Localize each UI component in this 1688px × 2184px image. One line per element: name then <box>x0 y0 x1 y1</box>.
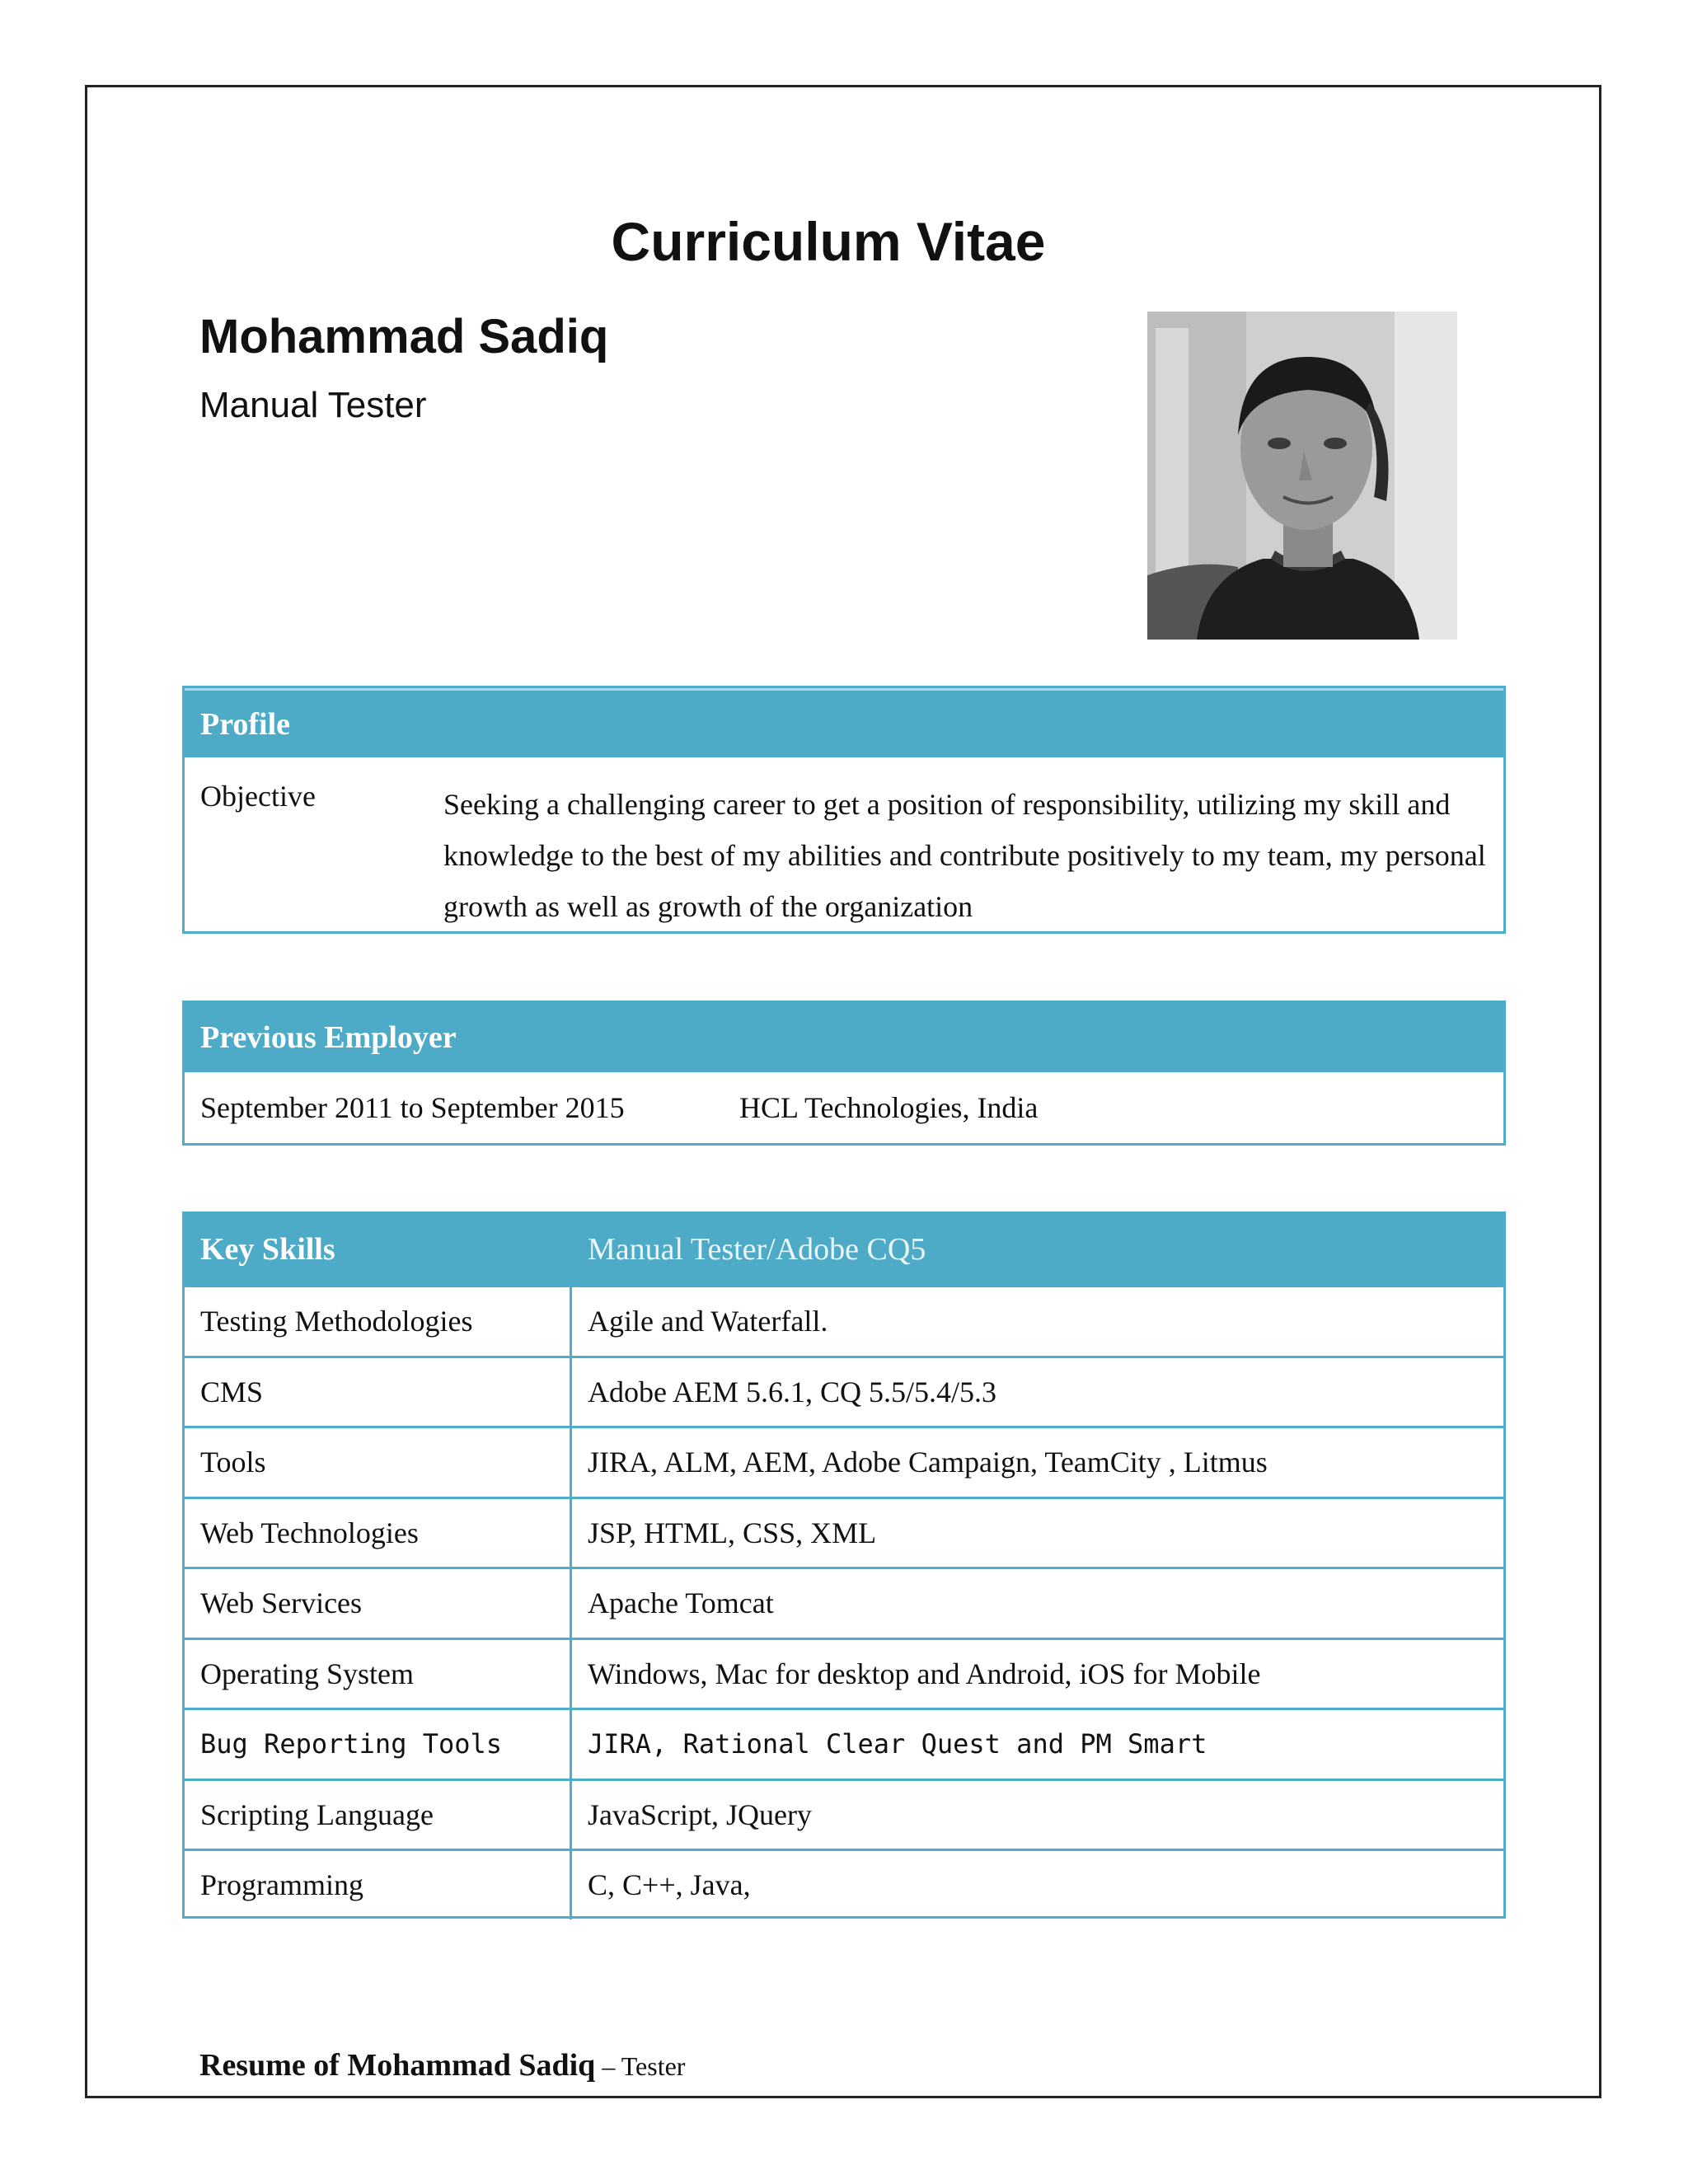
skill-label: Web Services <box>185 1569 572 1638</box>
skill-value: Apache Tomcat <box>588 1586 774 1620</box>
table-row <box>185 1285 1503 1356</box>
skills-table <box>182 1212 1506 1919</box>
skill-value: JIRA, Rational Clear Quest and PM Smart <box>588 1728 1207 1760</box>
skill-value: C, C++, Java, <box>588 1868 751 1902</box>
skill-value: JavaScript, JQuery <box>588 1797 812 1831</box>
person-role: Manual Tester <box>199 385 427 425</box>
skill-label: Web Technologies <box>185 1499 572 1568</box>
skill-label: CMS <box>185 1358 572 1427</box>
skill-value: JSP, HTML, CSS, XML <box>588 1516 877 1549</box>
skill-value: Agile and Waterfall. <box>588 1305 828 1338</box>
table-row <box>185 1356 1503 1427</box>
skill-label: Scripting Language <box>185 1781 572 1849</box>
table-row <box>185 1779 1503 1849</box>
table-row <box>185 1426 1503 1497</box>
person-name: Mohammad Sadiq <box>199 310 609 363</box>
employer-company: HCL Technologies, India <box>739 1091 1039 1124</box>
employer-heading: Previous Employer <box>185 1003 1503 1072</box>
employment-dates: September 2011 to September 2015 <box>200 1091 625 1124</box>
skill-value: Windows, Mac for desktop and Android, iOS for Mobile <box>588 1657 1261 1690</box>
employer-section <box>182 1001 1506 1146</box>
skill-value: Adobe AEM 5.6.1, CQ 5.5/5.4/5.3 <box>588 1375 997 1408</box>
skills-subheading: Manual Tester/Adobe CQ5 <box>588 1232 926 1267</box>
table-row <box>185 1708 1503 1779</box>
skill-value: JIRA, ALM, AEM, Adobe Campaign, TeamCity , Litmus <box>588 1446 1268 1479</box>
objective-label: Objective <box>200 780 316 813</box>
document-title: Curriculum Vitae <box>611 211 1046 272</box>
objective-text: Seeking a challenging career to get a position of responsibility, utilizing my skill and knowledge to the best of my abilities and contribute positively to my team, my personal growth as well as growth of the organization <box>443 788 1486 923</box>
skill-label: Bug Reporting Tools <box>185 1710 572 1779</box>
table-row <box>185 1567 1503 1638</box>
table-row <box>185 1638 1503 1708</box>
page-footer <box>199 2047 685 2083</box>
skills-heading: Key Skills <box>200 1232 335 1267</box>
skill-label: Tools <box>185 1428 572 1497</box>
table-row <box>185 1849 1503 1919</box>
skill-label: Testing Methodologies <box>185 1287 572 1356</box>
profile-photo <box>1147 312 1457 640</box>
footer-title: Resume of Mohammad Sadiq <box>199 2048 596 2083</box>
skill-label: Programming <box>185 1851 572 1919</box>
footer-role: – Tester <box>595 2051 686 2081</box>
table-row <box>185 1497 1503 1568</box>
profile-heading: Profile <box>185 688 1503 757</box>
skill-label: Operating System <box>185 1640 572 1708</box>
skills-header-row <box>185 1214 1503 1285</box>
profile-section <box>182 686 1506 934</box>
